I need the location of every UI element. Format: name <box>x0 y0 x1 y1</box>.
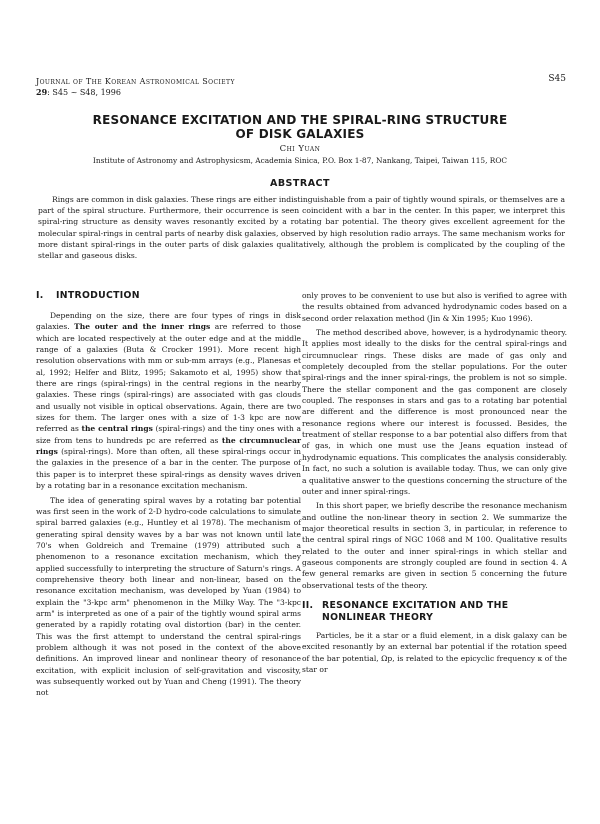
bold-term: The outer and the inner rings <box>74 322 211 332</box>
left-column <box>36 310 301 699</box>
intro-paragraph-1 <box>36 310 301 492</box>
author-name: Chi Yuan <box>279 144 321 154</box>
right-column <box>302 290 567 675</box>
journal-name: Journal of The Korean Astronomical Society <box>36 77 235 86</box>
paper-title <box>40 113 560 141</box>
text-run: (spiral-rings). More than often, all these spiral-rings occur in the galaxies in the presence of a bar in the center. The purpose of this paper is to interpret these spiral-rings as density waves driven by a rotating bar in a resonance excitation mechanism. <box>36 447 301 491</box>
section-1-number: I. <box>36 290 44 301</box>
author-affiliation: Institute of Astronomy and Astrophysicsm, Academia Sinica, P.O. Box 1-87, Nankang, Taipei, Taiwan 115, ROC <box>92 156 508 165</box>
paper-title-line-2: OF DISK GALAXIES <box>235 127 365 141</box>
bold-term: the circumnuclear rings <box>36 435 301 457</box>
paper-title-line-1: RESONANCE EXCITATION AND THE SPIRAL-RING STRUCTURE <box>92 113 508 127</box>
abstract-text: Rings are common in disk galaxies. These rings are either indistinguishable from a pair of tightly wound spirals, or themselves are a part of the spiral structure. Furthermore, their occurrence is seen coincident with a bar in the center. In this paper, we interpret this spiral-ring structure as density waves resonantly excited by a rotating bar potential. The theory gives excellent agreement for the molecular spiral-rings in central parts of nearby disk galaxies, observed by high resolution radio arrays. The same mechanism works for more distant spiral-rings in the outer parts of disk galaxies qualitatively, although the problem is complicated by the coupling of the stellar and gaseous disks. <box>38 195 565 261</box>
section-1-title: INTRODUCTION <box>56 290 140 301</box>
text-run: are referred to those which are located respectively at the outer edge and at the middle range of a galaxies (Buta & Crocker 1991). More recent high resolution observations with mm or sub-mm arrays (e.g., Planesas et al, 1992; Helfer and Blitz, 1995; Sakamoto et al, 1995) show that there are rings (spiral-rings) in the central regions in the nearby galaxies. These rings (spiral-rings) are associated with gas clouds and usually not visible in optical observations. Again, there are two sizes for them. The larger ones with a size of 1-3 kpc are now referred as <box>36 322 301 434</box>
text-run: Depending on the size, there are four types of rings in disk galaxies. <box>36 311 301 332</box>
section-2-number: II. <box>302 599 314 611</box>
page-number: S45 <box>548 74 566 84</box>
volume-pages: : S45 ~ S48, 1996 <box>47 88 121 97</box>
section-2-heading <box>302 600 567 624</box>
abstract-heading: ABSTRACT <box>269 178 331 189</box>
bold-term: the central rings <box>81 424 153 434</box>
section-2-title-line-1: RESONANCE EXCITATION AND THE <box>322 599 509 611</box>
intro-paragraph-3: only proves to be convenient to use but also is verified to agree with the results obtained from advanced hydrodynamic codes based on a second order relaxation method (Jin & Xin 1995; Kuo 1996). <box>302 291 567 323</box>
section-2-paragraph-1: Particles, be it a star or a fluid element, in a disk galaxy can be excited resonantly by an external bar potential if the rotation speed of the bar potential, Ωp, is related to the epicyclic frequency κ of the star or <box>302 630 567 674</box>
journal-header <box>36 76 235 98</box>
section-1-heading <box>36 290 140 302</box>
intro-paragraph-5: In this short paper, we briefly describe the resonance mechanism and outline the non-linear theory in section 2. We summarize the major theoretical results in section 3, in particular, in reference to the central spiral rings of NGC 1068 and M 100. Qualitative results related to the outer and inner spiral-rings in which stellar and gaseous components are strongly coupled are found in section 4. A few general remarks are given in section 5 concerning the future observational tests of the theory. <box>302 501 567 590</box>
volume-number: 29 <box>36 87 48 97</box>
section-2-title-line-2: NONLINEAR THEORY <box>322 611 434 623</box>
text-run: (spiral-rings) and the tiny ones with a size from tens to hundreds pc are referred as <box>36 424 301 445</box>
intro-paragraph-2: The idea of generating spiral waves by a rotating bar potential was first seen in the work of 2-D hydro-code calculations to simulate spiral barred galaxies (e.g., Huntley et al 1978). The mechanism of generating spiral density waves by a bar was not known until late 70's when Goldreich and Tremaine (1979) attributed such a phenomenon to a resonance excitation mechanism, which they applied successfully to interpreting the structure of Saturn's rings. A comprehensive theory both linear and non-linear, based on the resonance excitation mechanism, was developed by Yuan (1984) to explain the "3-kpc arm" phenomenon in the Milky Way. The "3-kpc arm" is interpreted as one of a pair of the tightly wound spiral arms generated by a rapidly rotating oval distortion (bar) in the center. This was the first attempt to understand the central spiral-rings problem although it was not posed in the context of the above definitions. An improved linear and nonlinear theory of resonance excitation, with explicit inclusion of self-gravitation and viscosity, was subsequently worked out by Yuan and Cheng (1991). The theory not <box>36 495 301 698</box>
intro-paragraph-4: The method described above, however, is a hydrodynamic theory. It applies most ideally to the disks for the central spiral-rings and circumnuclear rings. These disks are made of gas only and completely decoupled from the stellar populations. For the outer spiral-rings and the inner spiral-rings, the problem is not so simple. There the stellar component and the gas component are closely coupled. The responses in stars and gas to a rotating bar potential are different and the difference is most pronounced near the resonance regions where our interest is focussed. Besides, the treatment of stellar response to a bar potential also differs from that of gas, in which one must use the Jeans equation instead of hydrodynamic equations. This complicates the analysis considerably. In fact, no such a solution is available today. Thus, we can only give a qualitative answer to the questions concerning the structure of the outer and inner spiral-rings. <box>302 328 567 496</box>
journal-volume <box>36 87 235 98</box>
